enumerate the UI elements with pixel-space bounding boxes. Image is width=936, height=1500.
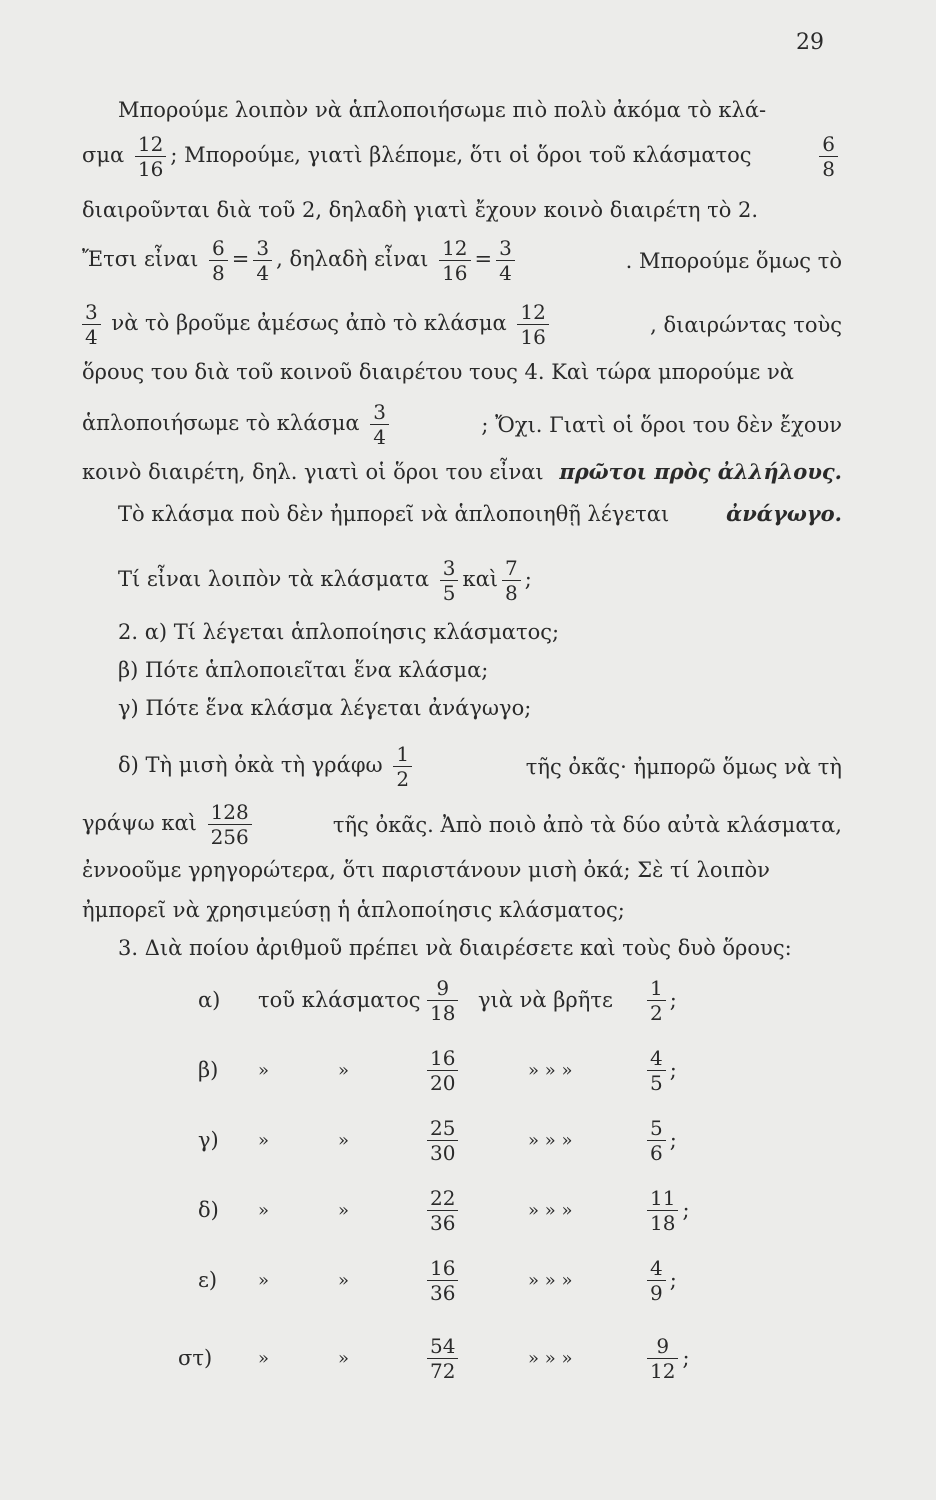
row-fraction-from (423, 1112, 462, 1168)
q3-intro-text: 3. Διὰ ποίου ἀριθμοῦ πρέπει νὰ διαιρέσετε καὶ τοὺς δυὸ ὅρους: (118, 936, 792, 960)
exercise-row (198, 972, 698, 1028)
semicolon: ; (669, 1058, 677, 1082)
denominator: 5 (647, 1070, 666, 1095)
numerator: 6 (822, 132, 835, 156)
text-prwtoi: πρῶτοι πρὸς ἀλλήλους. (559, 459, 842, 484)
text-ti-einai: Τί εἶναι λοιπὸν τὰ κλάσματα (118, 567, 430, 591)
page-number: 29 (796, 30, 824, 55)
denominator: 2 (647, 1000, 666, 1025)
numerator: 1 (650, 975, 663, 1000)
ditto-marks: » » » (528, 1129, 573, 1151)
ditto-mark: » (258, 1199, 270, 1221)
numerator: 3 (256, 236, 270, 260)
q2-a-text: 2. α) Τί λέγεται ἁπλοποίησις κλάσματος; (118, 620, 560, 644)
text-etsi: Ἔτσι εἶναι (82, 247, 199, 271)
denominator: 4 (370, 424, 389, 449)
numerator: 5 (650, 1115, 663, 1140)
row-label: στ) (178, 1346, 213, 1370)
q3-intro (118, 934, 842, 962)
text-th-mish: δ) Τὴ μισὴ ὀκὰ τὴ γράφω (118, 753, 383, 777)
row-text-klasmatos: τοῦ κλάσματος (258, 988, 421, 1012)
ditto-mark: » (338, 1347, 350, 1369)
q2-g-text: ἠμπορεῖ νὰ χρησιμεύσῃ ἡ ἁπλοποίησις κλάσματος; (82, 898, 625, 922)
denominator: 20 (427, 1070, 458, 1095)
ditto-marks: » » » (528, 1347, 573, 1369)
denominator: 36 (427, 1210, 458, 1235)
denominator: 18 (647, 1210, 678, 1235)
numerator: 12 (137, 132, 164, 156)
numerator: 3 (373, 400, 386, 424)
numerator: 4 (650, 1045, 663, 1070)
fraction-6-8b (209, 236, 228, 285)
p1-line7 (82, 400, 842, 449)
row-label: γ) (198, 1128, 219, 1152)
ditto-marks: » » » (528, 1059, 573, 1081)
semicolon: ; (669, 1128, 677, 1152)
numerator: 4 (650, 1255, 663, 1280)
exercise-row (198, 1182, 698, 1238)
row-fraction-to (643, 1252, 677, 1308)
q2-b-text: β) Πότε ἁπλοποιεῖται ἕνα κλάσμα; (118, 658, 489, 682)
row-label: δ) (198, 1198, 219, 1222)
p1-line4 (82, 236, 842, 285)
row-fraction-to (643, 1112, 677, 1168)
ditto-mark: » (258, 1347, 270, 1369)
fraction-6-8 (819, 132, 838, 181)
q2-b (118, 656, 842, 684)
q2-d-left (118, 742, 416, 791)
denominator: 256 (208, 824, 252, 849)
fraction-7-8 (502, 556, 521, 605)
ditto-marks: » » » (528, 1269, 573, 1291)
ditto-marks: » » » (528, 1199, 573, 1221)
fraction-3-4 (253, 236, 272, 285)
row-fraction-from (423, 1182, 462, 1238)
fraction-1-2 (393, 742, 412, 791)
denominator: 18 (427, 1000, 458, 1025)
row-fraction-from (423, 1252, 462, 1308)
denominator: 16 (517, 324, 548, 349)
p1-line8 (82, 458, 842, 486)
numerator: 3 (85, 300, 98, 324)
exercise-row (178, 1330, 698, 1386)
p1-line1 (118, 96, 842, 124)
numerator: 7 (504, 556, 518, 580)
p1-line6 (82, 358, 842, 386)
denominator: 72 (427, 1358, 458, 1383)
exercise-row (198, 1042, 698, 1098)
fraction-3-5 (440, 556, 459, 605)
semicolon: ; (682, 1346, 690, 1370)
q2-f (82, 856, 842, 884)
p1-line5 (82, 300, 842, 349)
denominator: 16 (135, 156, 166, 181)
text-diairwntas: , διαιρώντας τοὺς (650, 312, 842, 337)
denominator: 30 (427, 1140, 458, 1165)
exercise-row (198, 1112, 698, 1168)
denominator: 4 (496, 260, 515, 285)
p1-line3 (82, 196, 842, 224)
denominator: 36 (427, 1280, 458, 1305)
denominator: 12 (647, 1358, 678, 1383)
p1-line3-text: διαιροῦνται διὰ τοῦ 2, δηλαδὴ γιατὶ ἔχουν κοινὸ διαιρέτη τὸ 2. (82, 198, 759, 222)
row-label: α) (198, 988, 221, 1012)
semicolon: ; (669, 988, 677, 1012)
row-fraction-from (423, 972, 462, 1028)
numerator: 11 (650, 1185, 676, 1210)
denominator: 6 (647, 1140, 666, 1165)
numerator: 3 (499, 236, 512, 260)
text-oxi: ; Ὄχι. Γιατὶ οἱ ὅροι του δὲν ἔχουν (481, 412, 842, 437)
row-fraction-to (643, 1182, 690, 1238)
numerator: 6 (212, 236, 225, 260)
semicolon: ; (669, 1268, 677, 1292)
q2-c-text: γ) Πότε ἕνα κλάσμα λέγεται ἀνάγωγο; (118, 696, 532, 720)
denominator: 9 (647, 1280, 666, 1305)
text-klasma-pou: Τὸ κλάσμα ποὺ δὲν ἠμπορεῖ νὰ ἁπλοποιηθῇ λέγεται (118, 502, 670, 526)
p1-line5-left (82, 300, 553, 349)
numerator: 9 (436, 975, 450, 1000)
numerator: 12 (520, 300, 546, 324)
p3-line (118, 556, 842, 605)
ditto-mark: » (258, 1269, 270, 1291)
text-sma: σμα (82, 143, 125, 167)
ditto-mark: » (258, 1129, 270, 1151)
row-label: β) (198, 1058, 219, 1082)
row-fraction-to (643, 972, 677, 1028)
denominator: 8 (819, 156, 838, 181)
p1-line4-content (82, 236, 519, 285)
numerator: 1 (396, 742, 410, 766)
fraction-3-4d (370, 400, 389, 449)
fraction-3-4c (82, 300, 101, 349)
denominator: 5 (440, 580, 459, 605)
numerator: 128 (210, 800, 249, 824)
fraction-128-256 (208, 800, 252, 849)
p1-line2-left (82, 132, 752, 181)
numerator: 54 (430, 1333, 456, 1358)
text-dhladh: , δηλαδὴ εἶναι (276, 247, 429, 271)
text-ths-okas: τῆς ὀκᾶς· ἠμπορῶ ὅμως νὰ τὴ (525, 754, 842, 779)
text-koino-diairetn: κοινὸ διαιρέτη, δηλ. γιατὶ οἱ ὅροι του εἶναι (82, 460, 544, 484)
p2-line (118, 500, 842, 528)
p1-line1-text: Μπορούμε λοιπὸν νὰ ἁπλοποιήσωμε πιὸ πολὺ ἀκόμα τὸ κλά- (118, 98, 767, 122)
denominator: 4 (82, 324, 101, 349)
row-label: ε) (198, 1268, 218, 1292)
numerator: 25 (430, 1115, 456, 1140)
numerator: 16 (430, 1045, 456, 1070)
exercise-row (198, 1252, 698, 1308)
ditto-mark: » (338, 1199, 350, 1221)
ditto-mark: » (258, 1059, 270, 1081)
text-kai: καὶ (462, 567, 498, 591)
denominator: 8 (209, 260, 228, 285)
numerator: 9 (656, 1333, 670, 1358)
q2-f-text: ἐννοοῦμε γρηγορώτερα, ὅτι παριστάνουν μισὴ ὀκά; Σὲ τί λοιπὸν (82, 858, 770, 882)
p1-line7-left (82, 400, 393, 449)
ditto-mark: » (338, 1129, 350, 1151)
numerator: 3 (442, 556, 456, 580)
text-mporoume: ; Μπορούμε, γιατὶ βλέπομε, ὅτι οἱ ὅροι τοῦ κλάσματος (170, 143, 752, 167)
text-semicolon: ; (524, 567, 532, 591)
text-apo-poio: τῆς ὀκᾶς. Ἀπὸ ποιὸ ἀπὸ τὰ δύο αὐτὰ κλάσματα, (332, 812, 842, 837)
q2-d (118, 742, 842, 791)
denominator: 16 (439, 260, 470, 285)
numerator: 12 (442, 236, 468, 260)
row-fraction-from (423, 1330, 462, 1386)
fraction-12-16c (517, 300, 548, 349)
text-mporoume-omws: . Μπορούμε ὅμως τὸ (625, 248, 842, 273)
fraction-3-4b (496, 236, 515, 285)
ditto-mark: » (338, 1269, 350, 1291)
q2-e (82, 800, 842, 849)
q2-e-left (82, 800, 256, 849)
ditto-mark: » (338, 1059, 350, 1081)
p1-line2 (82, 132, 842, 181)
denominator: 8 (502, 580, 521, 605)
row-fraction-to (643, 1330, 690, 1386)
p1-line6-text: ὅρους του διὰ τοῦ κοινοῦ διαιρέτου τους 4. Καὶ τώρα μπορούμε νὰ (82, 360, 794, 384)
fraction-12-16 (135, 132, 166, 181)
q2-a (118, 618, 842, 646)
text-anagwgo: ἀνάγωγο. (726, 501, 842, 526)
text-na-to-vroume: νὰ τὸ βροῦμε ἀμέσως ἀπὸ τὸ κλάσμα (111, 311, 507, 335)
q2-c (118, 694, 842, 722)
semicolon: ; (682, 1198, 690, 1222)
numerator: 16 (430, 1255, 456, 1280)
text-grapsw: γράψω καὶ (82, 811, 197, 835)
denominator: 4 (253, 260, 272, 285)
denominator: 2 (393, 766, 412, 791)
equals: = (231, 247, 250, 271)
row-fraction-to (643, 1042, 677, 1098)
row-fraction-from (423, 1042, 462, 1098)
row-text-gia-na: γιὰ νὰ βρῆτε (478, 988, 613, 1012)
q2-g (82, 896, 842, 924)
numerator: 22 (430, 1185, 456, 1210)
text-aplopoihswme: ἁπλοποιήσωμε τὸ κλάσμα (82, 411, 360, 435)
fraction-12-16b (439, 236, 470, 285)
equals: = (474, 247, 493, 271)
